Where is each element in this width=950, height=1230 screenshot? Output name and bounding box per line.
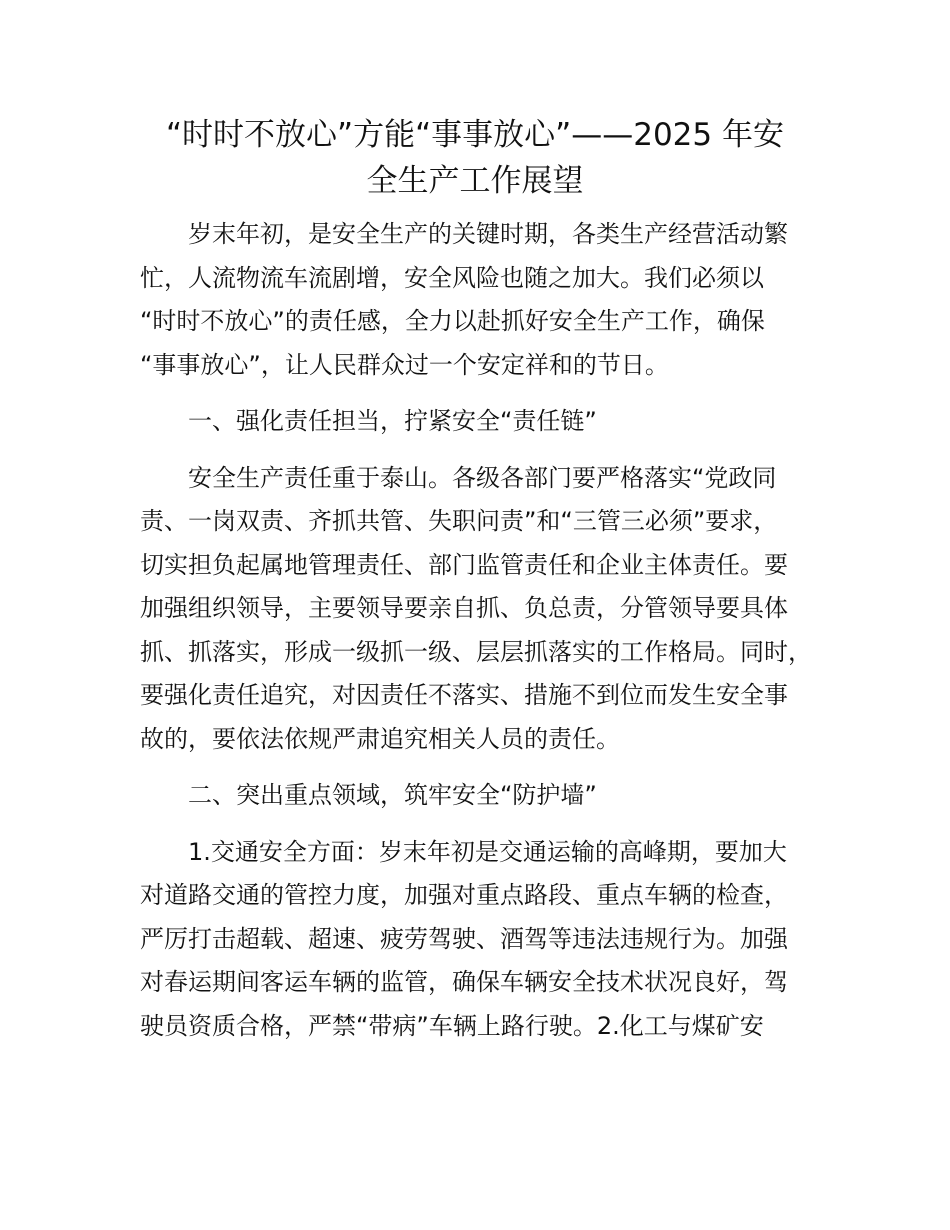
text-line: 驶员资质合格，严禁“带病”车辆上路行驶。2.化工与煤矿安	[140, 1011, 764, 1040]
text-line: 故的，要依法依规严肃追究相关人员的责任。	[140, 724, 620, 753]
text-line: “时时不放心”的责任感，全力以赴抓好安全生产工作，确保	[140, 307, 765, 335]
text-line: 抓、抓落实，形成一级抓一级、层层抓落实的工作格局。同时，	[140, 637, 812, 666]
paragraph-responsibility	[140, 457, 812, 762]
document-title	[120, 112, 830, 204]
text-line: 岁末年初，是安全生产的关键时期，各类生产经营活动繁	[188, 220, 788, 248]
title-line-2: 全生产工作展望	[366, 163, 584, 199]
text-line: 安全生产责任重于泰山。各级各部门要严格落实“党政同	[188, 463, 777, 492]
heading-text: 二、突出重点领域，筑牢安全“防护墙”	[188, 781, 597, 809]
text-line: “事事放心”，让人民群众过一个安定祥和的节日。	[140, 350, 669, 379]
section-heading-2	[140, 774, 812, 818]
text-line: 加强组织领导，主要领导要亲自抓、负总责，分管领导要具体	[140, 594, 788, 622]
text-line: 严厉打击超载、超速、疲劳驾驶、酒驾等违法违规行为。加强	[140, 924, 788, 953]
document-body	[140, 213, 812, 1061]
text-line: 要强化责任追究，对因责任不落实、措施不到位而发生安全事	[140, 681, 788, 709]
text-line: 对道路交通的管控力度，加强对重点路段、重点车辆的检查，	[140, 881, 788, 909]
title-line-1: “时时不放心”方能“事事放心”——2025 年安	[166, 117, 784, 153]
text-line: 1.交通安全方面：岁末年初是交通运输的高峰期，要加大	[188, 837, 787, 866]
heading-text: 一、强化责任担当，拧紧安全“责任链”	[188, 407, 597, 435]
text-line: 切实担负起属地管理责任、部门监管责任和企业主体责任。要	[140, 550, 788, 579]
section-heading-1	[140, 400, 812, 444]
text-line: 对春运期间客运车辆的监管，确保车辆安全技术状况良好，驾	[140, 968, 788, 996]
text-line: 责、一岗双责、齐抓共管、失职问责”和“三管三必须”要求，	[140, 507, 778, 535]
paragraph-traffic-safety	[140, 831, 812, 1049]
text-line: 忙，人流物流车流剧增，安全风险也随之加大。我们必须以	[140, 263, 764, 292]
paragraph-intro	[140, 213, 812, 387]
